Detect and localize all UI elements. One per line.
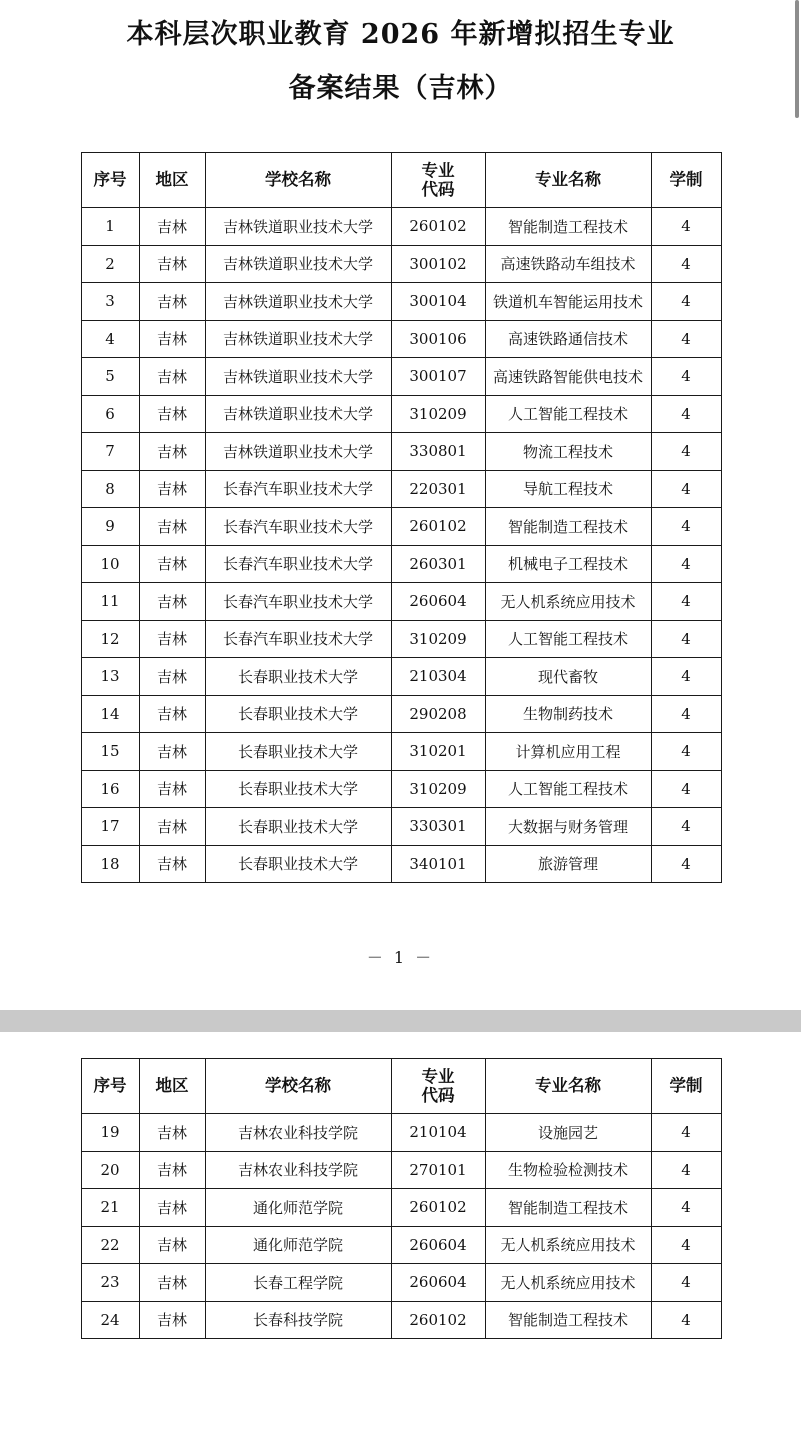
cell-years: 4: [651, 1189, 721, 1227]
cell-school: 长春职业技术大学: [205, 808, 391, 846]
table-header-row: [81, 1059, 721, 1114]
cell-code: 310209: [391, 770, 485, 808]
cell-area: 吉林: [139, 395, 205, 433]
cell-code: 260301: [391, 545, 485, 583]
cell-code: 260604: [391, 1264, 485, 1302]
cell-years: 4: [651, 695, 721, 733]
table-row: [81, 1264, 721, 1302]
column-header-no: 序号: [81, 1059, 139, 1114]
cell-school: 吉林铁道职业技术大学: [205, 395, 391, 433]
cell-years: 4: [651, 508, 721, 546]
cell-years: 4: [651, 1226, 721, 1264]
cell-years: 4: [651, 358, 721, 396]
cell-years: 4: [651, 1301, 721, 1339]
cell-code: 330801: [391, 433, 485, 471]
cell-area: 吉林: [139, 358, 205, 396]
cell-school: 长春职业技术大学: [205, 658, 391, 696]
cell-major: 智能制造工程技术: [485, 1301, 651, 1339]
majors-table-page-1: [81, 152, 722, 883]
cell-major: 无人机系统应用技术: [485, 1264, 651, 1302]
cell-years: 4: [651, 1114, 721, 1152]
cell-major: 高速铁路通信技术: [485, 320, 651, 358]
cell-years: 4: [651, 545, 721, 583]
page-title: [0, 8, 801, 116]
cell-major: 高速铁路动车组技术: [485, 245, 651, 283]
cell-major: 现代畜牧: [485, 658, 651, 696]
cell-no: 10: [81, 545, 139, 583]
cell-code: 270101: [391, 1151, 485, 1189]
cell-school: 长春汽车职业技术大学: [205, 583, 391, 621]
cell-area: 吉林: [139, 320, 205, 358]
cell-major: 无人机系统应用技术: [485, 583, 651, 621]
cell-area: 吉林: [139, 1114, 205, 1152]
column-header-school: 学校名称: [205, 153, 391, 208]
cell-area: 吉林: [139, 770, 205, 808]
table-row: [81, 433, 721, 471]
cell-major: 生物制药技术: [485, 695, 651, 733]
cell-no: 7: [81, 433, 139, 471]
table-row: [81, 208, 721, 246]
cell-no: 12: [81, 620, 139, 658]
cell-area: 吉林: [139, 208, 205, 246]
table-row: [81, 1226, 721, 1264]
cell-years: 4: [651, 245, 721, 283]
cell-code: 260102: [391, 1301, 485, 1339]
table-row: [81, 733, 721, 771]
cell-school: 通化师范学院: [205, 1189, 391, 1227]
table-row: [81, 770, 721, 808]
cell-years: 4: [651, 583, 721, 621]
cell-code: 300106: [391, 320, 485, 358]
table-row: [81, 658, 721, 696]
cell-major: 机械电子工程技术: [485, 545, 651, 583]
cell-years: 4: [651, 1151, 721, 1189]
cell-area: 吉林: [139, 470, 205, 508]
table-row: [81, 845, 721, 883]
table-row: [81, 470, 721, 508]
cell-no: 20: [81, 1151, 139, 1189]
cell-no: 2: [81, 245, 139, 283]
table-row: [81, 245, 721, 283]
cell-school: 吉林铁道职业技术大学: [205, 208, 391, 246]
column-header-code: [391, 1059, 485, 1114]
cell-area: 吉林: [139, 545, 205, 583]
cell-area: 吉林: [139, 433, 205, 471]
cell-no: 14: [81, 695, 139, 733]
cell-no: 8: [81, 470, 139, 508]
cell-no: 15: [81, 733, 139, 771]
cell-area: 吉林: [139, 658, 205, 696]
cell-area: 吉林: [139, 620, 205, 658]
table-row: [81, 1301, 721, 1339]
cell-code: 220301: [391, 470, 485, 508]
cell-code: 260102: [391, 508, 485, 546]
cell-area: 吉林: [139, 733, 205, 771]
table-row: [81, 508, 721, 546]
column-header-major: 专业名称: [485, 1059, 651, 1114]
cell-years: 4: [651, 808, 721, 846]
table-row: [81, 1189, 721, 1227]
majors-table-page-2-body: [81, 1114, 721, 1339]
cell-major: 铁道机车智能运用技术: [485, 283, 651, 321]
cell-no: 5: [81, 358, 139, 396]
cell-years: 4: [651, 620, 721, 658]
cell-major: 无人机系统应用技术: [485, 1226, 651, 1264]
cell-years: 4: [651, 320, 721, 358]
cell-major: 智能制造工程技术: [485, 1189, 651, 1227]
cell-area: 吉林: [139, 245, 205, 283]
cell-code: 300104: [391, 283, 485, 321]
cell-code: 260604: [391, 583, 485, 621]
page-title-line-1: 本科层次职业教育 2026 年新增拟招生专业: [126, 19, 675, 50]
cell-major: 旅游管理: [485, 845, 651, 883]
cell-area: 吉林: [139, 1189, 205, 1227]
cell-no: 23: [81, 1264, 139, 1302]
table-row: [81, 583, 721, 621]
table-row: [81, 395, 721, 433]
cell-major: 物流工程技术: [485, 433, 651, 471]
cell-no: 11: [81, 583, 139, 621]
cell-major: 高速铁路智能供电技术: [485, 358, 651, 396]
cell-no: 21: [81, 1189, 139, 1227]
cell-years: 4: [651, 658, 721, 696]
cell-area: 吉林: [139, 1301, 205, 1339]
cell-school: 吉林铁道职业技术大学: [205, 320, 391, 358]
cell-code: 260102: [391, 1189, 485, 1227]
cell-area: 吉林: [139, 1151, 205, 1189]
cell-no: 9: [81, 508, 139, 546]
cell-code: 210304: [391, 658, 485, 696]
cell-years: 4: [651, 470, 721, 508]
page-title-line-2: 备案结果（吉林）: [288, 73, 513, 104]
table-row: [81, 320, 721, 358]
cell-no: 3: [81, 283, 139, 321]
cell-area: 吉林: [139, 845, 205, 883]
page-number: － 1 －: [366, 948, 435, 967]
cell-code: 290208: [391, 695, 485, 733]
cell-area: 吉林: [139, 1226, 205, 1264]
cell-code: 300102: [391, 245, 485, 283]
cell-area: 吉林: [139, 808, 205, 846]
cell-school: 吉林农业科技学院: [205, 1114, 391, 1152]
table-row: [81, 808, 721, 846]
cell-major: 计算机应用工程: [485, 733, 651, 771]
cell-major: 导航工程技术: [485, 470, 651, 508]
column-header-years: 学制: [651, 1059, 721, 1114]
cell-major: 人工智能工程技术: [485, 620, 651, 658]
cell-no: 13: [81, 658, 139, 696]
majors-table-page-2-wrapper: [81, 1058, 721, 1339]
cell-years: 4: [651, 770, 721, 808]
column-header-code-line-1: 专业: [421, 160, 455, 180]
cell-major: 智能制造工程技术: [485, 508, 651, 546]
majors-table-page-2: [81, 1058, 722, 1339]
cell-area: 吉林: [139, 1264, 205, 1302]
cell-major: 大数据与财务管理: [485, 808, 651, 846]
cell-years: 4: [651, 1264, 721, 1302]
table-row: [81, 283, 721, 321]
cell-years: 4: [651, 845, 721, 883]
cell-school: 长春汽车职业技术大学: [205, 470, 391, 508]
cell-area: 吉林: [139, 695, 205, 733]
cell-no: 16: [81, 770, 139, 808]
table-row: [81, 545, 721, 583]
table-row: [81, 358, 721, 396]
cell-school: 长春汽车职业技术大学: [205, 545, 391, 583]
column-header-code-line-2: 代码: [421, 1086, 455, 1105]
cell-school: 长春汽车职业技术大学: [205, 508, 391, 546]
cell-school: 长春汽车职业技术大学: [205, 620, 391, 658]
cell-school: 吉林铁道职业技术大学: [205, 358, 391, 396]
column-header-code-line-2: 代码: [421, 180, 455, 199]
majors-table-page-1-wrapper: [81, 152, 721, 883]
column-header-school: 学校名称: [205, 1059, 391, 1114]
cell-years: 4: [651, 433, 721, 471]
cell-code: 300107: [391, 358, 485, 396]
cell-school: 长春职业技术大学: [205, 770, 391, 808]
column-header-area: 地区: [139, 153, 205, 208]
cell-school: 吉林铁道职业技术大学: [205, 283, 391, 321]
cell-major: 生物检验检测技术: [485, 1151, 651, 1189]
column-header-major: 专业名称: [485, 153, 651, 208]
table-row: [81, 1151, 721, 1189]
cell-no: 22: [81, 1226, 139, 1264]
cell-area: 吉林: [139, 583, 205, 621]
cell-school: 长春工程学院: [205, 1264, 391, 1302]
cell-no: 17: [81, 808, 139, 846]
column-header-area: 地区: [139, 1059, 205, 1114]
cell-school: 吉林铁道职业技术大学: [205, 433, 391, 471]
cell-code: 260604: [391, 1226, 485, 1264]
column-header-code-line-1: 专业: [421, 1066, 455, 1086]
cell-code: 260102: [391, 208, 485, 246]
cell-no: 24: [81, 1301, 139, 1339]
column-header-code: [391, 153, 485, 208]
cell-no: 19: [81, 1114, 139, 1152]
cell-major: 设施园艺: [485, 1114, 651, 1152]
cell-years: 4: [651, 283, 721, 321]
cell-school: 长春职业技术大学: [205, 733, 391, 771]
cell-no: 4: [81, 320, 139, 358]
cell-code: 330301: [391, 808, 485, 846]
cell-no: 6: [81, 395, 139, 433]
cell-major: 智能制造工程技术: [485, 208, 651, 246]
column-header-no: 序号: [81, 153, 139, 208]
cell-years: 4: [651, 733, 721, 771]
table-row: [81, 620, 721, 658]
cell-code: 310209: [391, 395, 485, 433]
scrollbar[interactable]: [795, 0, 799, 118]
cell-years: 4: [651, 395, 721, 433]
cell-code: 310209: [391, 620, 485, 658]
cell-school: 长春科技学院: [205, 1301, 391, 1339]
cell-school: 长春职业技术大学: [205, 845, 391, 883]
cell-code: 310201: [391, 733, 485, 771]
cell-major: 人工智能工程技术: [485, 395, 651, 433]
document-page-2: [0, 1032, 801, 1442]
table-header-row: [81, 153, 721, 208]
cell-school: 吉林农业科技学院: [205, 1151, 391, 1189]
cell-no: 1: [81, 208, 139, 246]
cell-school: 通化师范学院: [205, 1226, 391, 1264]
page-separator: [0, 1010, 801, 1032]
cell-code: 210104: [391, 1114, 485, 1152]
cell-area: 吉林: [139, 508, 205, 546]
cell-years: 4: [651, 208, 721, 246]
cell-area: 吉林: [139, 283, 205, 321]
cell-no: 18: [81, 845, 139, 883]
column-header-years: 学制: [651, 153, 721, 208]
cell-school: 长春职业技术大学: [205, 695, 391, 733]
cell-major: 人工智能工程技术: [485, 770, 651, 808]
majors-table-page-1-body: [81, 208, 721, 883]
cell-code: 340101: [391, 845, 485, 883]
cell-school: 吉林铁道职业技术大学: [205, 245, 391, 283]
table-row: [81, 695, 721, 733]
table-row: [81, 1114, 721, 1152]
